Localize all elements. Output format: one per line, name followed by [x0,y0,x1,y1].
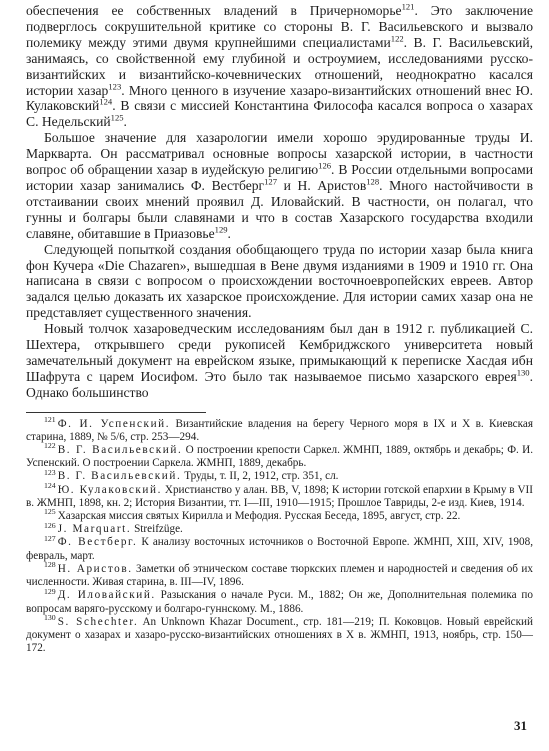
footnote-126: $^{126}$ J. Marquart. Streifzüge. [44,520,183,536]
footnote-125: $^{125}$ Хазарская миссия святых Кирилла и Мефодия. Русская Беседа, 1895, август, стр. 22. [44,507,461,523]
page-number: 31 [514,718,527,733]
footnote-ref-128[interactable]: 128 [366,176,380,187]
footnote-128: $^{128}$ Н. Аристов. Заметки об этническом составе тюркских племен и народностей и сведения об их численности. Живая старина, в. III—IV, 1896. [26,560,533,589]
paragraph-1: обеспечения ее собственных владений в Причерноморье$^{121}$. Это заключение подверглось сокрушительной критике со стороны В. Г. Васильевского и вызвало полемику между этими двумя крупнейшими специалистами$^{122}$. В. Г. Васильевский, занимаясь, со свойственной ему глубиной и остроумием, исследованиями русско-византийских и византийско-кочевнических отношений, неоднократно касался истории хазар$^{123}$. Много ценного в изучение хазаро-византийских отношений внес Ю. Кулаковский$^{124}$. В связи с миссией Константина Философа касался вопроса о хазарах С. Недельский$^{125}$. [26,1,533,130]
footnote-ref-122[interactable]: 122 [390,33,404,44]
footnote-123: $^{123}$ В. Г. Васильевский. Труды, т. II, 2, 1912, стр. 351, сл. [44,467,339,483]
footnote-122: $^{122}$ В. Г. Васильевский. О построении крепости Саркел. ЖМНП, 1889, октябрь и декабрь; Ф. И. Успенский. О построении Саркела. ЖМНП, 1889, декабрь. [26,441,533,470]
paragraph-3: Следующей попыткой создания обобщающего труда по истории хазар была книга фон Кучера «Die Chazaren», вышедшая в Вене двумя изданиями в 1909 и 1910 гг. Она написана в связи с вопросом о происхождении восточноевропейских евреев. Автор задался целью доказать их хазарское происхождение. Для истории самих хазар она не представляет существенного значения. [26,241,533,321]
footnote-ref-123[interactable]: 123 [108,81,122,91]
footnote-130: $^{130}$ S. Schechter. An Unknown Khazar Document., стр. 181—219; П. Коковцов. Новый еврейский документ о хазарах и хазаро-русско-византийских отношениях в X в. ЖМНП, 1913, ноябрь, стр. 150—172. [26,612,533,655]
footnote-ref-121[interactable]: 121 [401,1,415,12]
paragraph-2: Большое значение для хазарологии имели хорошо эрудированные труды И. Маркварта. Он рассматривал основные вопросы хазарской истории, в частности вопрос об обращении хазар в иудейскую религию$^{126}$. В России отдельными вопросами истории хазар занимались Ф. Вестберг$^{127}$ и Н. Аристов$^{128}$. Много настойчивости в отстаивании своих мнений проявил Д. Иловайский. В частности, он полагал, что гунны и болгары были славянами и что в состав Хазарского государства входили славяне, обитавшие в Приазовье$^{129}$. [26,130,533,241]
footnote-ref-125[interactable]: 125 [110,112,124,123]
footnote-ref-126[interactable]: 126 [318,160,332,171]
footnote-127: $^{127}$ Ф. Вестберг. К анализу восточных источников о Восточной Европе. ЖМНП, XIII, XIV, 1908, февраль, март. [26,533,534,562]
footnote-divider [26,412,206,413]
paragraph-4: Новый толчок хазароведческим исследованиям был дан в 1912 г. публикацией С. Шехтера, открывшего среди рукописей Кембриджского университета новый замечательный документ на еврейском языке, примыкающий к переписке Хасдая ибн Шафрута с царем Иосифом. Это было так называемое письмо хазарского еврея$^{130}$. Однако большинство [26,321,533,400]
footnote-121: $^{121}$ Ф. И. Успенский. Византийские владения на берегу Черного моря в IX и X в. Киевская старина, 1889, № 5/6, стр. 253—294. [26,414,534,443]
footnotes [26,414,534,656]
footnote-ref-129[interactable]: 129 [214,224,228,235]
footnote-ref-130[interactable]: 130 [516,367,530,378]
footnote-129: $^{129}$ Д. Иловайский. Разыскания о начале Руси. М., 1882; Он же, Дополнительная полемика по вопросам варяго-русскому и болгаро-гуннскому. М., 1886. [26,586,533,615]
footnote-124: $^{124}$ Ю. Кулаковский. Христианство у алан. ВВ, V, 1898; К истории готской епархии в Крыму в VII в. ЖМНП, 1898, кн. 2; История Византии, тт. I—III, 1910—1915; Прошлое Тавриды, 2-е изд. Киев, 1914. [26,480,533,509]
footnote-ref-124[interactable]: 124 [99,96,113,107]
main-text [26,3,533,401]
footnote-ref-127[interactable]: 127 [264,176,278,187]
